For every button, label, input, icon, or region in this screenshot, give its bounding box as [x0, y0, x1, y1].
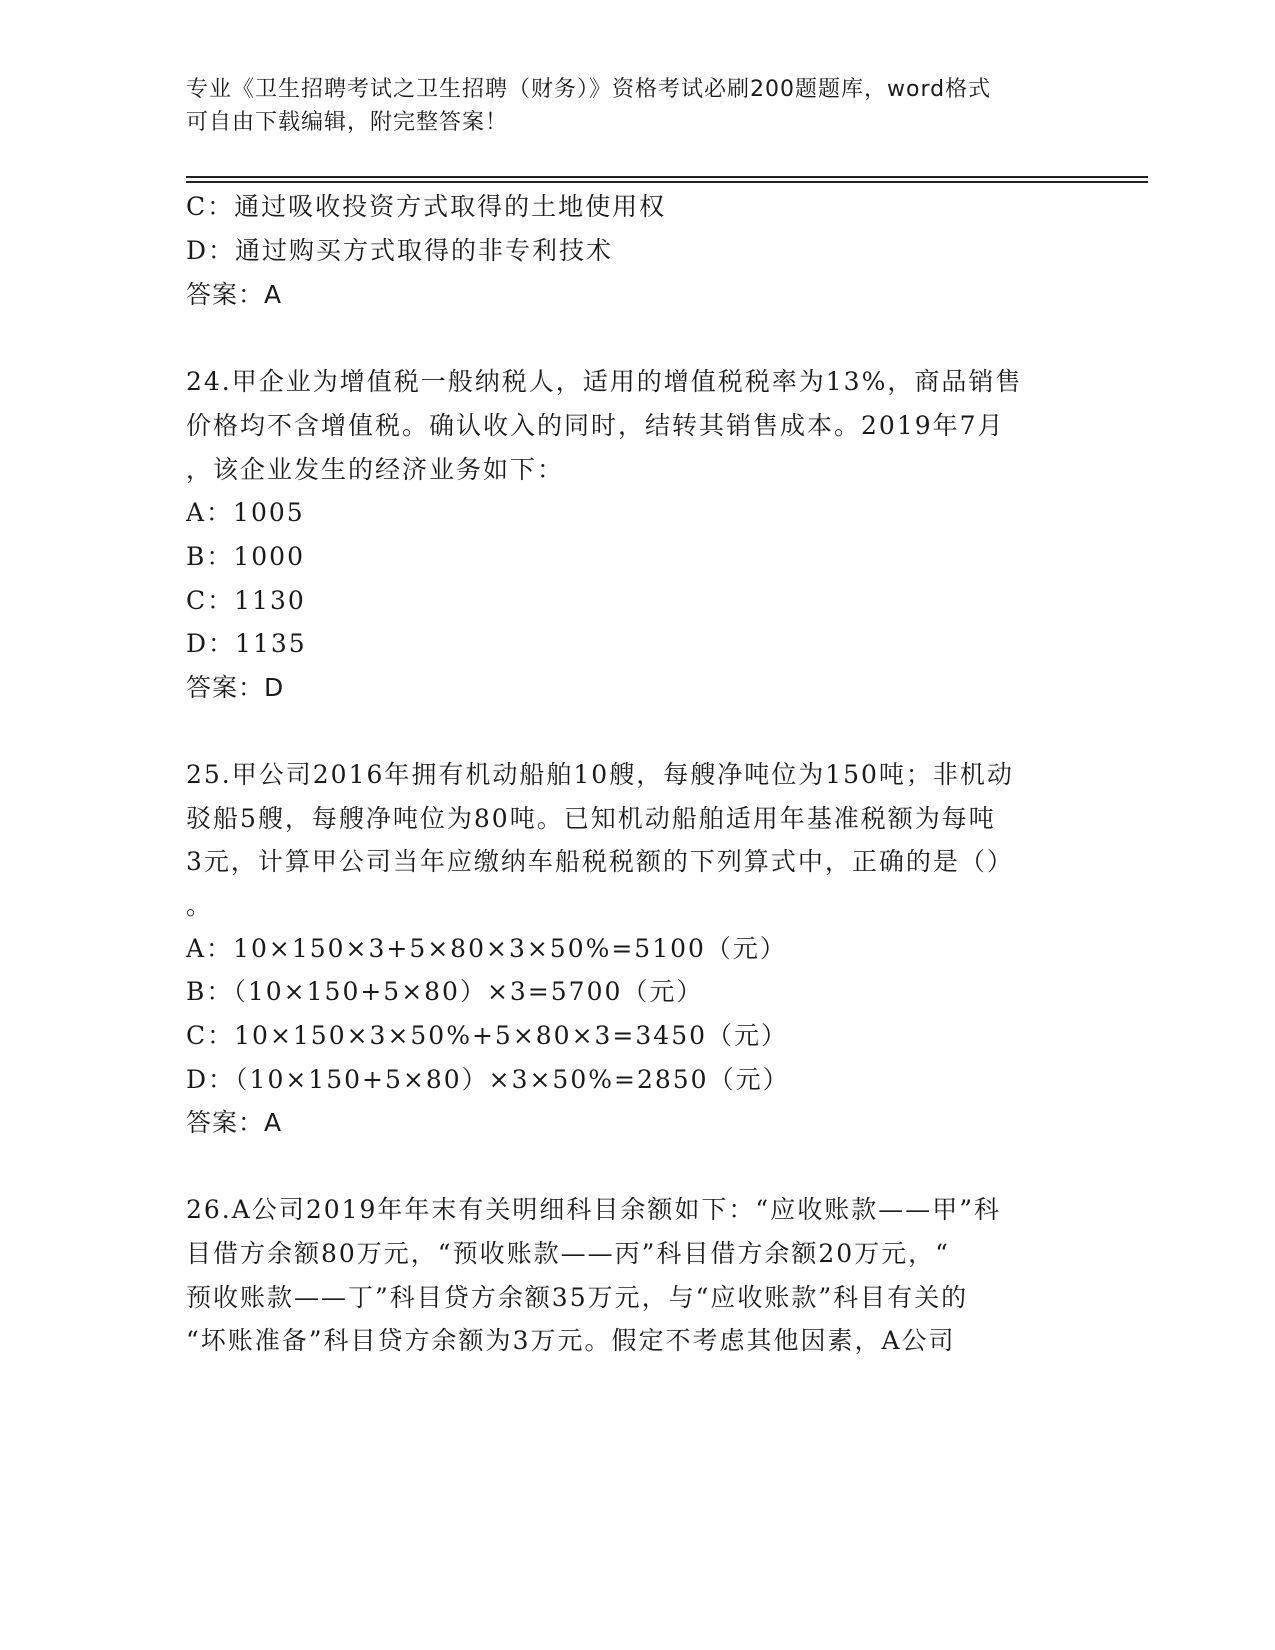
header-divider-top: [186, 176, 1148, 178]
q24-answer: 答案：D: [186, 673, 285, 702]
q26-stem-line-3: 预收账款——丁”科目贷方余额35万元，与“应收账款”科目有关的: [186, 1283, 969, 1312]
q25-option-d: D：（10×150+5×80）×3×50%=2850（元）: [186, 1065, 790, 1094]
header-divider-bottom: [186, 181, 1148, 183]
q24-stem-line-3: ，该企业发生的经济业务如下：: [186, 455, 565, 484]
q25-option-a: A：10×150×3+5×80×3×50%=5100（元）: [186, 934, 787, 963]
q24-option-b: B：1000: [186, 542, 305, 571]
q25-stem-line-4: 。: [186, 891, 214, 920]
q25-option-b: B：（10×150+5×80）×3=5700（元）: [186, 977, 704, 1006]
header-title-line-1: 专业《卫生招聘考试之卫生招聘（财务）》资格考试必刷200题题库，word格式: [186, 77, 992, 102]
q25-stem-line-3: 3元，计算甲公司当年应缴纳车船税税额的下列算式中，正确的是（）: [186, 847, 1014, 876]
q25-answer: 答案：A: [186, 1108, 283, 1137]
document-header: [186, 73, 1086, 139]
q26-stem-line-4: “坏账准备”科目贷方余额为3万元。假定不考虑其他因素，A公司: [186, 1326, 956, 1355]
q25-stem-line-1: 25.甲公司2016年拥有机动船舶10艘，每艘净吨位为150吨；非机动: [186, 760, 1014, 789]
q25-option-c: C：10×150×3×50%+5×80×3=3450（元）: [186, 1021, 789, 1050]
q25-stem-line-2: 驳船5艘，每艘净吨位为80吨。已知机动船舶适用年基准税额为每吨: [186, 804, 996, 833]
q24-stem-line-1: 24.甲企业为增值税一般纳税人，适用的增值税税率为13%，商品销售: [186, 367, 1023, 396]
q26-stem-line-2: 目借方余额80万元，“预收账款——丙”科目借方余额20万元，“: [186, 1239, 950, 1268]
header-title-line-2: 可自由下载编辑，附完整答案！: [186, 110, 509, 135]
q23-option-c: C：通过吸收投资方式取得的土地使用权: [186, 192, 667, 221]
q24-stem-line-2: 价格均不含增值税。确认收入的同时，结转其销售成本。2019年7月: [186, 411, 1005, 440]
q26-stem-line-1: 26.A公司2019年年末有关明细科目余额如下：“应收账款——甲”科: [186, 1195, 1001, 1224]
q24-option-a: A：1005: [186, 498, 305, 527]
q24-option-c: C：1130: [186, 586, 306, 615]
q23-option-d: D：通过购买方式取得的非专利技术: [186, 236, 614, 265]
q24-option-d: D：1135: [186, 629, 307, 658]
q23-answer: 答案：A: [186, 280, 283, 309]
